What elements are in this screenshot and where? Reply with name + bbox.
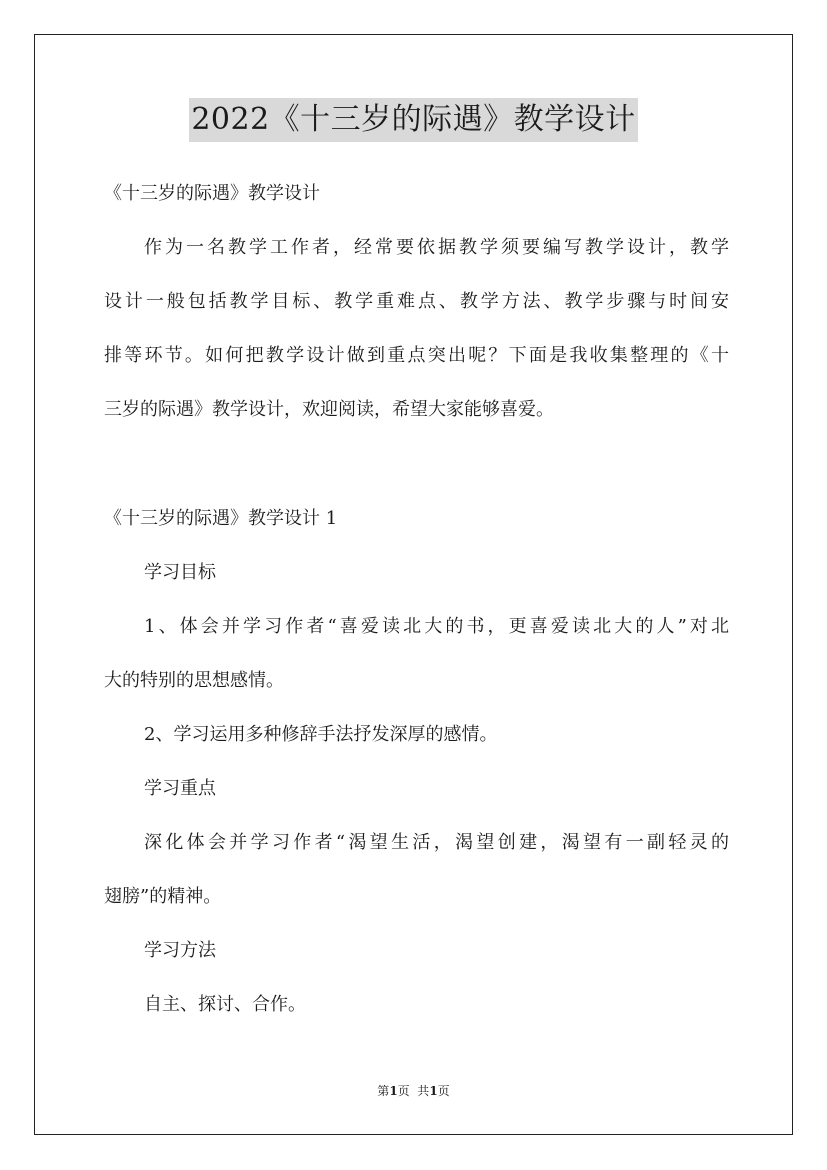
intro-paragraph-line: 作为一名教学工作者，经常要依据教学须要编写教学设计，教学	[144, 237, 729, 258]
key-point-line: 翅膀”的精神。	[104, 886, 222, 907]
footer-page-prefix: 第	[377, 1084, 390, 1098]
intro-paragraph-line: 三岁的际遇》教学设计，欢迎阅读，希望大家能够喜爱。	[104, 399, 554, 420]
footer-page-mid: 页 共	[397, 1084, 430, 1098]
goal-2: 2、学习运用多种修辞手法抒发深厚的感情。	[144, 724, 498, 745]
goal-1-line: 大的特别的思想感情。	[104, 670, 284, 691]
key-point-line: 深化体会并学习作者“渴望生活，渴望创建，渴望有一副轻灵的	[144, 832, 729, 853]
document-subtitle: 《十三岁的际遇》教学设计	[104, 183, 320, 204]
goals-heading: 学习目标	[144, 562, 216, 583]
intro-paragraph-line: 设计一般包括教学目标、教学重难点、教学方法、教学步骤与时间安	[104, 291, 729, 312]
page-footer	[0, 1083, 827, 1099]
method-heading: 学习方法	[144, 940, 216, 961]
goal-1-line: 1、体会并学习作者“喜爱读北大的书，更喜爱读北大的人”对北	[144, 616, 729, 637]
footer-total-pages: 1	[429, 1084, 438, 1098]
document-title: 2022《十三岁的际遇》教学设计	[189, 98, 637, 142]
method-text: 自主、探讨、合作。	[144, 994, 306, 1015]
section-heading: 《十三岁的际遇》教学设计 1	[104, 508, 338, 529]
footer-page-number: 1	[389, 1084, 398, 1098]
footer-page-suffix: 页	[437, 1084, 450, 1098]
intro-paragraph-line: 排等环节。如何把教学设计做到重点突出呢？下面是我收集整理的《十	[104, 345, 729, 366]
title-container	[0, 98, 827, 142]
key-heading: 学习重点	[144, 778, 216, 799]
